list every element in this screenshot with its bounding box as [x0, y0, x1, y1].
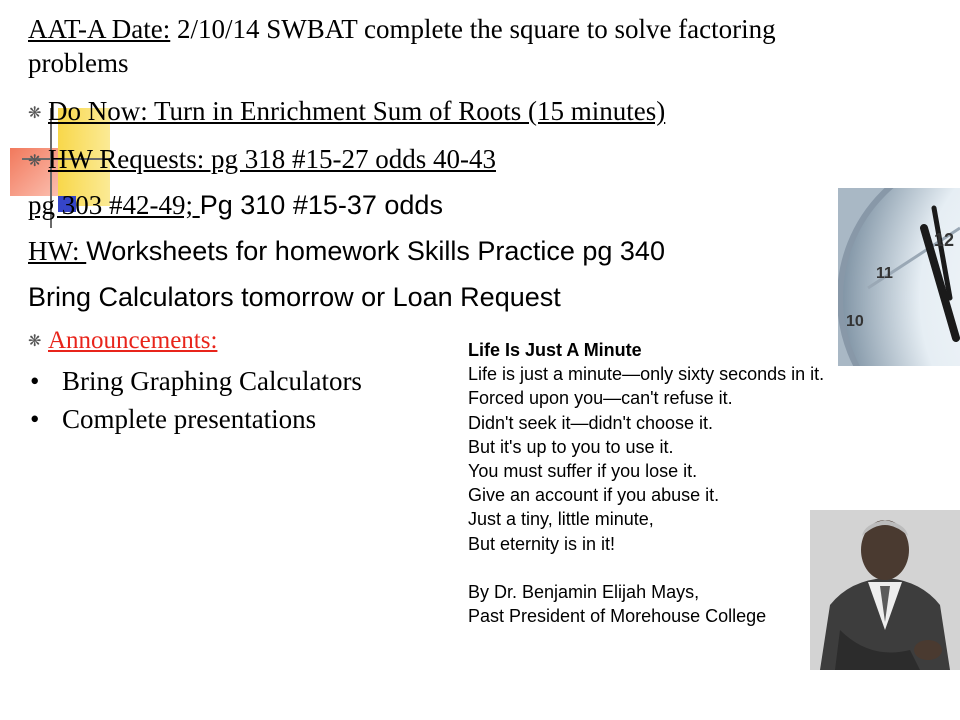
hw-requests-text: HW Requests: pg 318 #15-27 odds 40-43	[48, 144, 496, 174]
announcement-item-graphing: Bring Graphing Calculators	[62, 366, 362, 396]
poem-line: Give an account if you abuse it.	[468, 485, 720, 506]
poem-author: By Dr. Benjamin Elijah Mays,	[468, 581, 700, 602]
objective-text: SWBAT complete the square to solve factoring	[266, 14, 776, 44]
do-now-line	[28, 94, 665, 131]
poem-line: You must suffer if you lose it.	[468, 461, 698, 482]
bullet-icon: ❋	[28, 333, 42, 351]
poem-line: Just a tiny, little minute,	[468, 509, 654, 530]
poem-line: But it's up to you to use it.	[468, 436, 674, 457]
homework-text: Worksheets for homework Skills Practice pg 340	[86, 236, 665, 266]
hw-requests-line	[28, 142, 496, 179]
homework-label: HW:	[28, 236, 87, 266]
clock-numeral: 12	[934, 230, 955, 250]
header-line	[28, 12, 928, 80]
poem-title: Life Is Just A Minute	[468, 340, 642, 360]
poem-line: But eternity is in it!	[468, 533, 616, 554]
poem-spacer	[468, 556, 868, 580]
poem-line: Forced upon you—can't refuse it.	[468, 388, 733, 409]
poem-line: Didn't seek it—didn't choose it.	[468, 412, 713, 433]
poem-block	[468, 338, 868, 628]
homework-line	[28, 234, 665, 268]
pages-text-b: Pg 310 #15-37 odds	[199, 190, 443, 220]
list-item: • Bring Graphing Calculators	[30, 366, 362, 396]
objective-continuation: problems	[28, 48, 129, 78]
clock-numeral: 10	[846, 313, 864, 330]
announcement-item-presentations: Complete presentations	[62, 404, 317, 434]
announcements-heading: Announcements:	[48, 327, 218, 354]
list-item: • Complete presentations	[30, 404, 317, 434]
clock-numeral: 11	[876, 265, 893, 282]
poem-line: Life is just a minute—only sixty seconds in it.	[468, 364, 825, 385]
date-label: AAT-A Date:	[28, 14, 171, 44]
announcement-list	[30, 362, 362, 438]
announcements-line	[28, 324, 217, 359]
date-value: 2/10/14	[177, 14, 260, 44]
poem-author-title: Past President of Morehouse College	[468, 606, 767, 627]
pages-text-a: pg 303 #42-49;	[28, 190, 200, 220]
pages-line	[28, 188, 443, 222]
bullet-icon: ❋	[28, 152, 42, 170]
bring-calculators-line: Bring Calculators tomorrow or Loan Request	[28, 282, 561, 312]
do-now-text: Do Now: Turn in Enrichment Sum of Roots (15 minutes)	[48, 96, 666, 126]
bullet-icon: ❋	[28, 104, 42, 122]
